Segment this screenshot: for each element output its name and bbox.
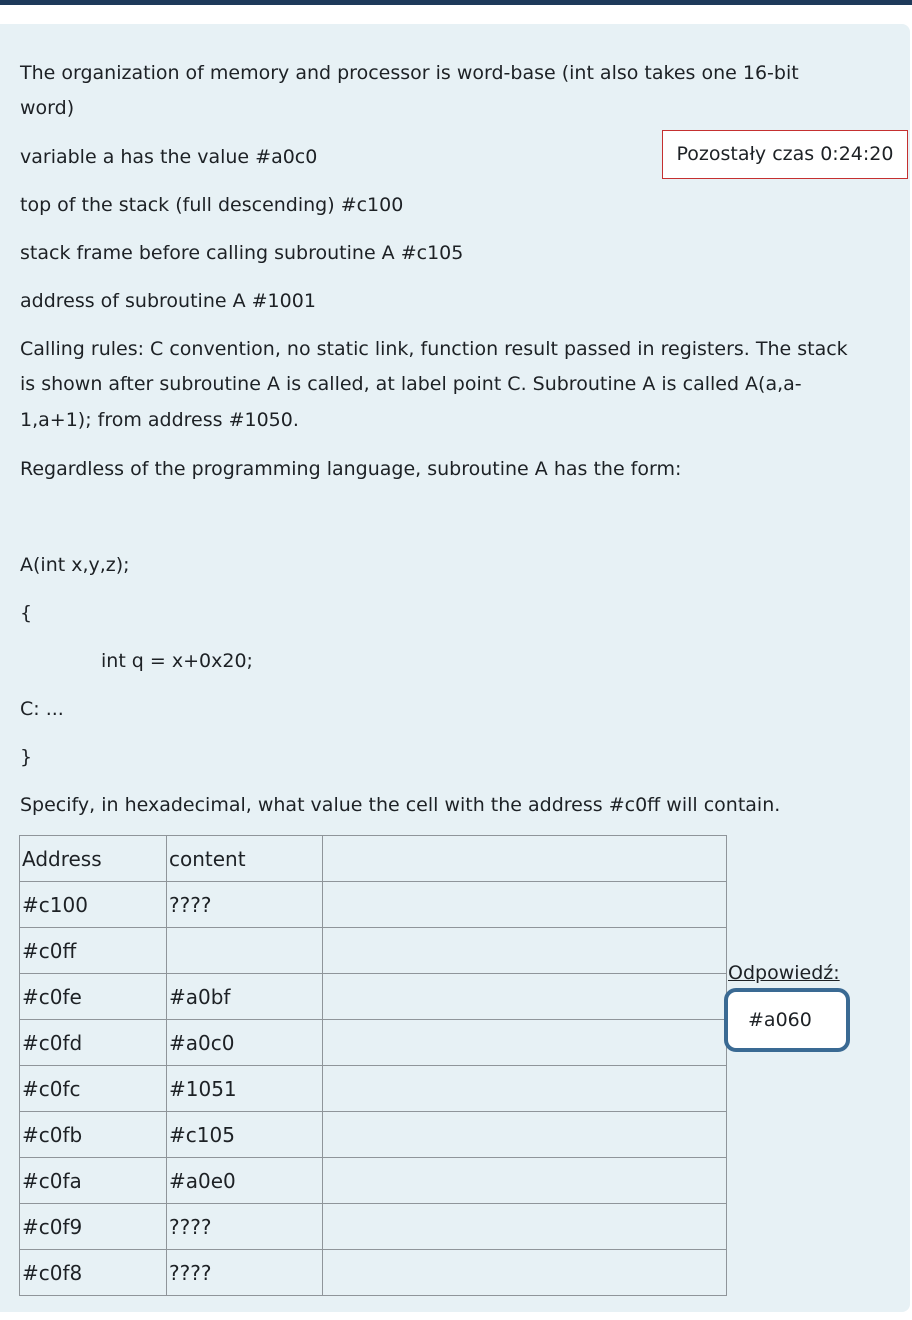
top-bar (0, 0, 912, 5)
cell-address: #c0fa (20, 1158, 167, 1204)
cell-extra (323, 974, 727, 1020)
cell-address: #c100 (20, 882, 167, 928)
answer-label: Odpowiedź: (728, 962, 840, 984)
cell-extra (323, 1250, 727, 1296)
code-signature: A(int x,y,z); (20, 554, 130, 576)
cell-address: #c0fb (20, 1112, 167, 1158)
cell-address: #c0f8 (20, 1250, 167, 1296)
table-row (20, 1204, 727, 1250)
table-row (20, 1066, 727, 1112)
cell-content: #a0c0 (167, 1020, 323, 1066)
table-row (20, 1250, 727, 1296)
code-close-brace: } (20, 746, 33, 768)
code-label: C: ... (20, 698, 64, 720)
cell-extra (323, 1066, 727, 1112)
regardless-text: Regardless of the programming language, subroutine A has the form: (20, 458, 682, 480)
table-row (20, 1158, 727, 1204)
table-header-row (20, 836, 727, 882)
header-empty (323, 836, 727, 882)
table-row (20, 882, 727, 928)
code-body: int q = x+0x20; (101, 650, 253, 672)
calling-rules-line-1: Calling rules: C convention, no static link, function result passed in registers. The stack (20, 338, 848, 360)
cell-extra (323, 1158, 727, 1204)
cell-content: #c105 (167, 1112, 323, 1158)
cell-content: #1051 (167, 1066, 323, 1112)
cell-extra (323, 1204, 727, 1250)
intro-line-1: The organization of memory and processor is word-base (int also takes one 16-bit (20, 62, 799, 84)
cell-extra (323, 1112, 727, 1158)
answer-input[interactable] (724, 988, 850, 1052)
cell-content: ???? (167, 1250, 323, 1296)
remaining-time-badge: Pozostały czas 0:24:20 (662, 130, 908, 179)
calling-rules-line-3: 1,a+1); from address #1050. (20, 409, 299, 431)
cell-address: #c0fc (20, 1066, 167, 1112)
memory-table (19, 835, 727, 1296)
fact-variable-a: variable a has the value #a0c0 (20, 146, 318, 168)
fact-sub-address: address of subroutine A #1001 (20, 290, 316, 312)
code-open-brace: { (20, 602, 33, 624)
cell-extra (323, 882, 727, 928)
cell-address: #c0ff (20, 928, 167, 974)
table-row (20, 1112, 727, 1158)
question-text: Specify, in hexadecimal, what value the cell with the address #c0ff will contain. (20, 794, 781, 816)
cell-content: ???? (167, 1204, 323, 1250)
cell-address: #c0fe (20, 974, 167, 1020)
cell-content: #a0bf (167, 974, 323, 1020)
header-address: Address (20, 836, 167, 882)
intro-line-2: word) (20, 97, 75, 119)
header-content: content (167, 836, 323, 882)
cell-extra (323, 1020, 727, 1066)
cell-content (167, 928, 323, 974)
cell-content: #a0e0 (167, 1158, 323, 1204)
cell-content: ???? (167, 882, 323, 928)
table-row (20, 928, 727, 974)
cell-address: #c0f9 (20, 1204, 167, 1250)
fact-stack-top: top of the stack (full descending) #c100 (20, 194, 404, 216)
calling-rules-line-2: is shown after subroutine A is called, at label point C. Subroutine A is called A(a,a- (20, 373, 802, 395)
table-row (20, 974, 727, 1020)
table-row (20, 1020, 727, 1066)
fact-stack-frame: stack frame before calling subroutine A #c105 (20, 242, 464, 264)
cell-extra (323, 928, 727, 974)
cell-address: #c0fd (20, 1020, 167, 1066)
